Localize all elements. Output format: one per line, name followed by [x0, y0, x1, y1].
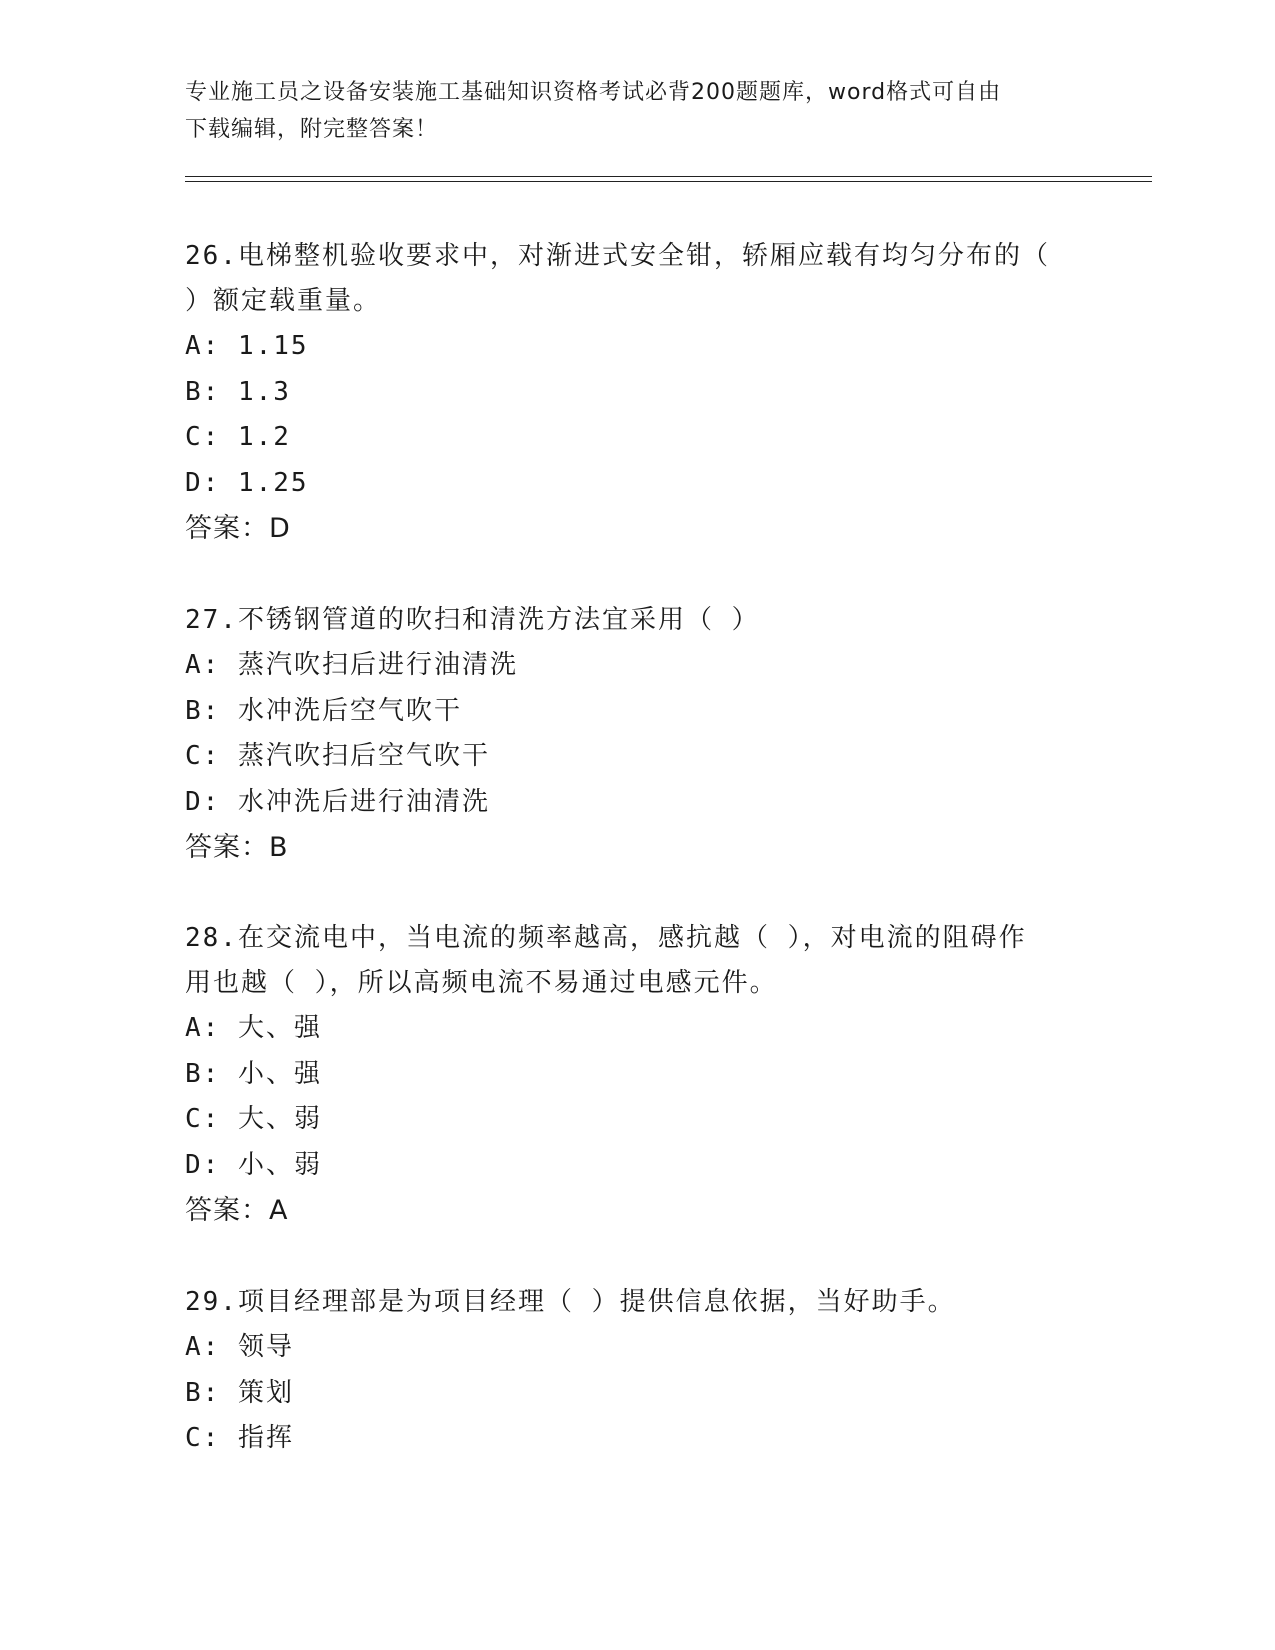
option-letter: D: — [185, 786, 221, 817]
option-letter: D: — [185, 1149, 221, 1180]
option-letter: A: — [185, 1332, 221, 1362]
header-line-2: 下载编辑，附完整答案！ — [185, 117, 439, 142]
option-text: 大、弱 — [237, 1104, 322, 1134]
question-29 — [185, 1280, 1065, 1462]
question-stem-line: 29.项目经理部是为项目经理（ ）提供信息依据，当好助手。 — [185, 1287, 956, 1317]
option-letter: C: — [185, 741, 221, 771]
option-letter: B: — [185, 695, 221, 726]
option-letter: B: — [185, 1058, 221, 1089]
option-text: 策划 — [237, 1377, 294, 1408]
option-c — [185, 415, 1065, 461]
option-text: 水冲洗后空气吹干 — [237, 695, 462, 726]
answer-line: 答案：B — [185, 832, 289, 863]
option-text: 蒸汽吹扫后空气吹干 — [237, 741, 490, 771]
option-d — [185, 461, 1065, 507]
option-d — [185, 780, 1065, 826]
document-header — [185, 74, 1065, 148]
option-letter: C: — [185, 1104, 221, 1134]
option-b — [185, 689, 1065, 735]
option-a — [185, 1325, 1065, 1371]
option-b — [185, 370, 1065, 416]
option-text: 水冲洗后进行油清洗 — [237, 786, 490, 817]
option-letter: B: — [185, 1377, 221, 1408]
question-stem-line: 28.在交流电中，当电流的频率越高，感抗越（ ），对电流的阻碍作 — [185, 923, 1027, 953]
option-c — [185, 1416, 1065, 1462]
answer-line: 答案：D — [185, 513, 291, 544]
question-stem — [185, 1280, 1065, 1325]
option-letter: D: — [185, 467, 221, 498]
option-d — [185, 1143, 1065, 1189]
option-c — [185, 734, 1065, 780]
option-a — [185, 324, 1065, 370]
question-26 — [185, 234, 1065, 551]
option-b — [185, 1052, 1065, 1098]
option-letter: C: — [185, 422, 221, 452]
option-text: 1.25 — [237, 467, 309, 498]
header-divider-top — [185, 176, 1152, 177]
option-c — [185, 1097, 1065, 1143]
option-a — [185, 643, 1065, 689]
option-b — [185, 1371, 1065, 1417]
option-text: 1.2 — [237, 422, 291, 452]
question-stem-line: 27.不锈钢管道的吹扫和清洗方法宜采用（ ） — [185, 605, 760, 635]
question-28 — [185, 916, 1065, 1233]
option-a — [185, 1006, 1065, 1052]
question-27 — [185, 598, 1065, 870]
option-letter: B: — [185, 376, 221, 407]
option-text: 领导 — [237, 1332, 294, 1362]
option-text: 小、弱 — [237, 1149, 322, 1180]
header-line-1: 专业施工员之设备安装施工基础知识资格考试必背200题题库，word格式可自由 — [185, 80, 1002, 105]
answer-line: 答案：A — [185, 1195, 289, 1226]
option-letter: A: — [185, 650, 221, 680]
option-text: 小、强 — [237, 1058, 322, 1089]
header-divider-bottom — [185, 181, 1152, 182]
question-stem-line: 26.电梯整机验收要求中，对渐进式安全钳，轿厢应载有均匀分布的（ — [185, 241, 1050, 271]
question-stem — [185, 916, 1065, 1006]
question-stem-line: 用也越（ ），所以高频电流不易通过电感元件。 — [185, 968, 778, 998]
option-text: 1.15 — [237, 331, 309, 361]
option-text: 蒸汽吹扫后进行油清洗 — [237, 650, 518, 680]
question-stem — [185, 598, 1065, 643]
option-letter: C: — [185, 1423, 221, 1453]
question-stem — [185, 234, 1065, 324]
option-letter: A: — [185, 1013, 221, 1043]
option-text: 1.3 — [237, 376, 291, 407]
option-text: 指挥 — [237, 1423, 294, 1453]
option-letter: A: — [185, 331, 221, 361]
option-text: 大、强 — [237, 1013, 322, 1043]
question-stem-line: ）额定载重量。 — [185, 286, 382, 316]
